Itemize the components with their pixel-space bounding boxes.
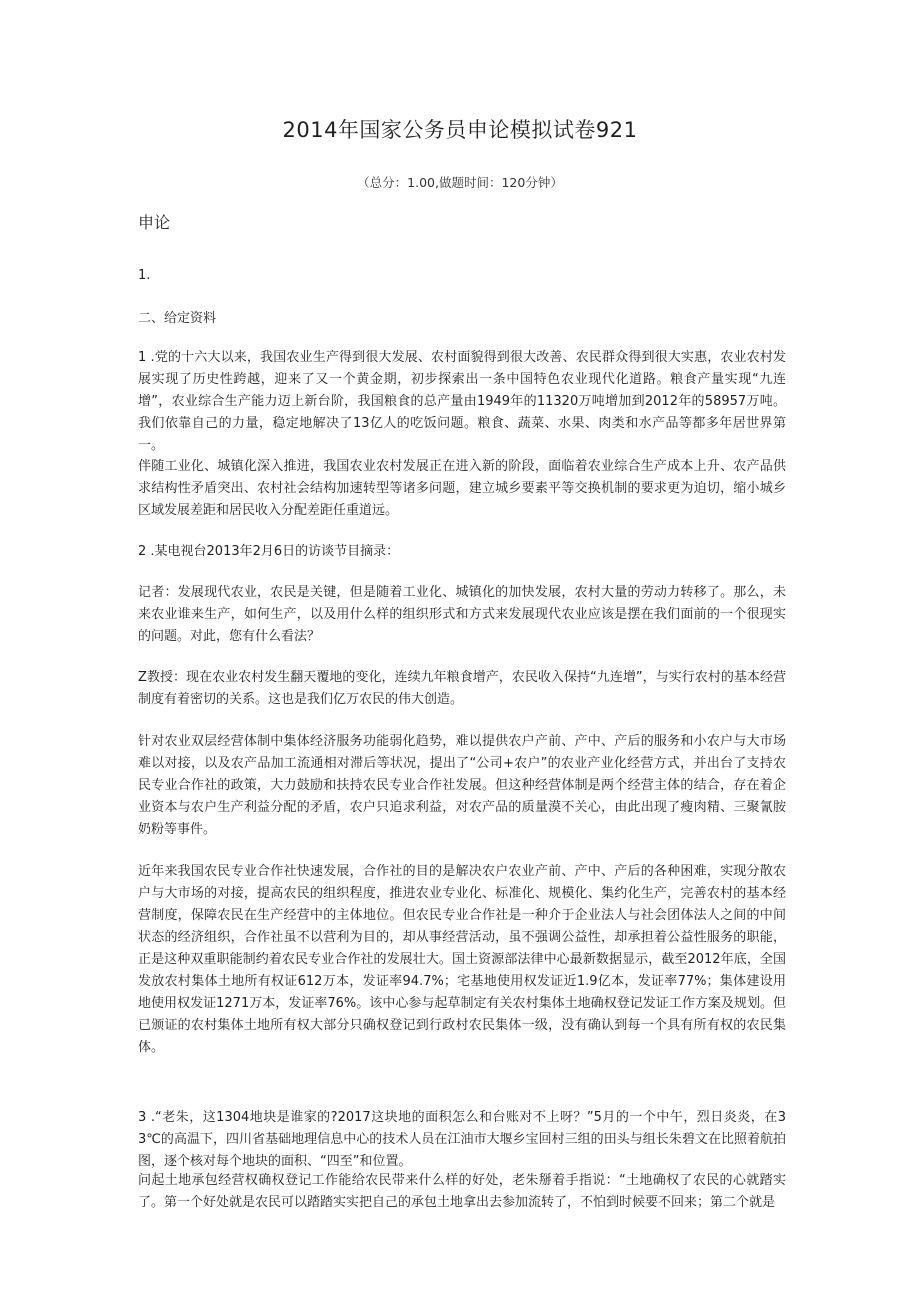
section-heading: 申论 xyxy=(138,213,171,232)
question-number: 1. xyxy=(138,268,151,283)
paragraph: 针对农业双层经营体制中集体经济服务功能弱化趋势，难以提供农户产前、产中、产后的服务和小农户与大市场难以对接，以及农产品加工流通相对滞后等状况，提出了“公司+农户”的农业产业化经营方式，并出台了支持农民专业合作社的政策，大力鼓励和扶持农民专业合作社发展。但这种经营体制是两个经营主体的结合，存在着企业资本与农户生产利益分配的矛盾，农户只追求利益，对农产品的质量漠不关心，由此出现了瘦肉精、三聚氰胺奶粉等事件。 xyxy=(138,734,786,837)
paragraph: 伴随工业化、城镇化深入推进，我国农业农村发展正在进入新的阶段，面临着农业综合生产成本上升、农产品供求结构性矛盾突出、农村社会结构加速转型等诸多问题，建立城乡要素平等交换机制的要求更为迫切，缩小城乡区域发展差距和居民收入分配差距任重道远。 xyxy=(138,459,786,518)
document-title: 2014年国家公务员申论模拟试卷921 xyxy=(282,118,638,142)
paragraph: 问起土地承包经营权确权登记工作能给农民带来什么样的好处，老朱掰着手指说：“土地确权了农民的心就踏实了。第一个好处就是农民可以踏踏实实把自己的承包土地拿出去参加流转了，不怕到时候要不回来；第二个就是 xyxy=(138,1173,786,1210)
paragraph: Z教授：现在农业农村发生翻天覆地的变化，连续九年粮食增产，农民收入保持“九连增”，与实行农村的基本经营制度有着密切的关系。这也是我们亿万农民的伟大创造。 xyxy=(138,670,786,707)
exam-info: （总分：1.00,做题时间：120分钟） xyxy=(357,175,563,190)
sub-section-heading: 二、给定资料 xyxy=(138,311,217,326)
paragraph: 2 .某电视台2013年2月6日的访谈节目摘录： xyxy=(138,544,400,559)
paragraph: 3 .“老朱，这1304地块是谁家的?2017这块地的面积怎么和台账对不上呀？”5月的一个中午，烈日炎炎，在33℃的高温下，四川省基础地理信息中心的技术人员在江油市大堰乡宝回村三组的田头与组长朱碧文在比照着航拍图，逐个核对每个地块的面积、“四至”和位置。 xyxy=(138,1110,786,1169)
paragraph: 近年来我国农民专业合作社快速发展，合作社的目的是解决农户农业产前、产中、产后的各种困难，实现分散农户与大市场的对接，提高农民的组织程度，推进农业专业化、标准化、规模化、集约化生产，完善农村的基本经营制度，保障农民在生产经营中的主体地位。但农民专业合作社是一种介于企业法人与社会团体法人之间的中间状态的经济组织，合作社虽不以营利为目的，却从事经营活动，虽不强调公益性，却承担着公益性服务的职能，正是这种双重职能制约着农民专业合作社的发展壮大。国土资源部法律中心最新数据显示，截至2012年底，全国发放农村集体土地所有权证612万本，发证率94.7%；宅基地使用权发证近1.9亿本，发证率77%；集体建设用地使用权发证1271万本，发证率76%。该中心参与起草制定有关农村集体土地确权登记发证工作方案及规划。但已颁证的农村集体土地所有权大部分只确权登记到行政村农民集体一级，没有确认到每一个具有所有权的农民集体。 xyxy=(138,864,786,1055)
paragraph: 记者：发展现代农业，农民是关键，但是随着工业化、城镇化的加快发展，农村大量的劳动力转移了。那么，未来农业谁来生产，如何生产，以及用什么样的组织形式和方式来发展现代农业应该是摆在我们面前的一个很现实的问题。对此，您有什么看法？ xyxy=(138,585,786,644)
paragraph: 1 .党的十六大以来，我国农业生产得到很大发展、农村面貌得到很大改善、农民群众得到很大实惠，农业农村发展实现了历史性跨越，迎来了又一个黄金期，初步探索出一条中国特色农业现代化道路。粮食产量实现“九连增”，农业综合生产能力迈上新台阶，我国粮食的总产量由1949年的11320万吨增加到2012年的58957万吨。我们依靠自己的力量，稳定地解决了13亿人的吃饭问题。粮食、蔬菜、水果、肉类和水产品等都多年居世界第一。 xyxy=(138,350,786,453)
